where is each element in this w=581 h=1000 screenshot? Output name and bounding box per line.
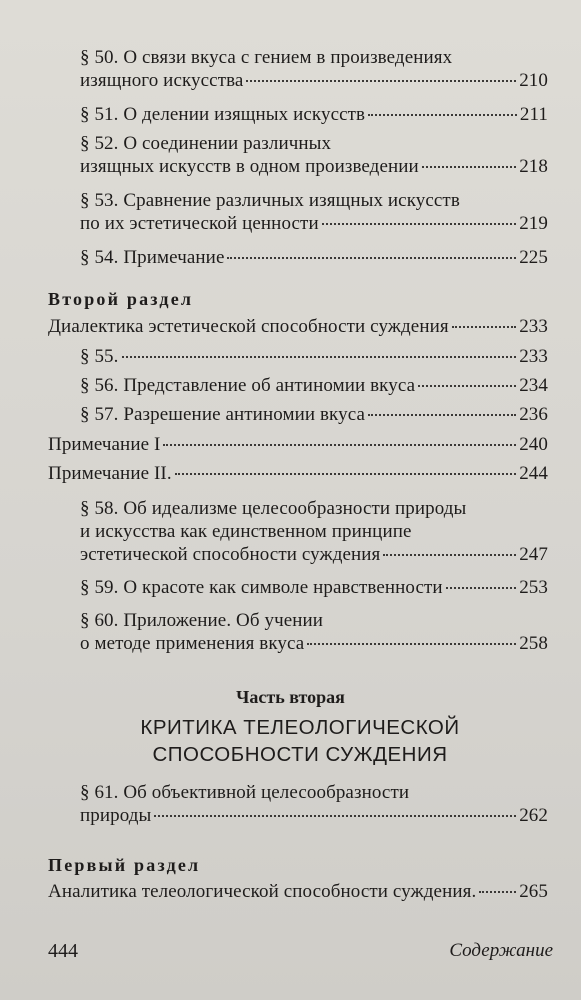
page-number: 265 xyxy=(519,881,548,902)
section-heading: Второй раздел xyxy=(48,289,194,309)
toc-entry-dialectics[interactable] xyxy=(48,315,548,338)
page-number: 233 xyxy=(519,316,548,337)
part-label: Часть вторая xyxy=(236,687,345,707)
leader-dots xyxy=(163,444,516,446)
leader-dots xyxy=(368,114,517,116)
leader-dots xyxy=(479,891,516,893)
toc-entry-56[interactable] xyxy=(80,374,548,397)
toc-entry-60[interactable] xyxy=(80,609,548,655)
running-title: Содержание xyxy=(449,940,553,961)
toc-entry-text: изящного искусства xyxy=(80,70,244,91)
page-number: 218 xyxy=(519,156,548,177)
page-number: 233 xyxy=(519,346,548,367)
page-number: 258 xyxy=(519,633,548,654)
leader-dots xyxy=(422,166,516,168)
page-number: 225 xyxy=(519,247,548,268)
leader-dots xyxy=(446,587,516,589)
toc-entry-text: § 61. Об объективной целесообразности xyxy=(80,782,410,803)
section-heading: Первый раздел xyxy=(48,855,201,875)
folio-page-number: 444 xyxy=(48,940,78,962)
toc-entry-text: изящных искусств в одном произведении xyxy=(80,156,419,177)
toc-entry-text: и искусства как единственном принципе xyxy=(80,521,412,542)
leader-dots xyxy=(322,223,516,225)
toc-entry-text: § 53. Сравнение различных изящных искусств xyxy=(80,190,460,211)
toc-entry-text: Примечание I xyxy=(48,434,161,455)
toc-entry-text: Примечание II. xyxy=(48,463,172,484)
leader-dots xyxy=(227,257,516,259)
leader-dots xyxy=(307,643,516,645)
leader-dots xyxy=(383,554,516,556)
toc-entry-text: § 56. Представление об антиномии вкуса xyxy=(80,375,416,396)
page-number: 211 xyxy=(519,104,548,125)
toc-entry-53[interactable] xyxy=(80,189,548,235)
toc-entry-text: Диалектика эстетической способности суждения xyxy=(48,316,449,337)
page-number: 240 xyxy=(519,434,548,455)
page-number: 262 xyxy=(519,805,548,826)
page-number: 210 xyxy=(519,70,548,91)
part-title-line: КРИТИКА ТЕЛЕОЛОГИЧЕСКОЙ xyxy=(140,716,460,739)
toc-entry-text: § 52. О соединении различных xyxy=(80,133,332,154)
part-title xyxy=(0,714,581,768)
page-number: 234 xyxy=(519,375,548,396)
leader-dots xyxy=(452,326,516,328)
page-number: 236 xyxy=(519,404,548,425)
toc-entry-text: § 54. Примечание xyxy=(80,247,225,268)
toc-entry-50[interactable] xyxy=(80,46,548,92)
toc-entry-text: Аналитика телеологической способности суждения. xyxy=(48,881,477,902)
toc-entry-text: § 59. О красоте как символе нравственности xyxy=(80,577,443,598)
page-number: 244 xyxy=(519,463,548,484)
leader-dots xyxy=(418,385,516,387)
page-number: 247 xyxy=(519,544,548,565)
leader-dots xyxy=(246,80,516,82)
toc-entry-note-2[interactable] xyxy=(48,462,548,485)
toc-entry-text: природы xyxy=(80,805,152,826)
toc-entry-text: § 50. О связи вкуса с гением в произведениях xyxy=(80,47,453,68)
toc-entry-note-1[interactable] xyxy=(48,433,548,456)
page-number: 253 xyxy=(519,577,548,598)
page-number: 219 xyxy=(519,213,548,234)
toc-entry-text: § 58. Об идеализме целесообразности природы xyxy=(80,498,467,519)
toc-entry-text: § 57. Разрешение антиномии вкуса xyxy=(80,404,365,425)
toc-entry-59[interactable] xyxy=(80,576,548,599)
part-title-line: СПОСОБНОСТИ СУЖДЕНИЯ xyxy=(152,743,448,766)
toc-entry-text: эстетической способности суждения xyxy=(80,544,381,565)
toc-entry-54[interactable] xyxy=(80,246,548,269)
toc-entry-58[interactable] xyxy=(80,497,548,566)
leader-dots xyxy=(122,356,517,358)
toc-entry-text: § 60. Приложение. Об учении xyxy=(80,610,324,631)
leader-dots xyxy=(154,815,516,817)
toc-entry-text: § 55. xyxy=(80,346,119,367)
toc-entry-text: § 51. О делении изящных искусств xyxy=(80,104,366,125)
toc-entry-text: по их эстетической ценности xyxy=(80,213,319,234)
toc-entry-61[interactable] xyxy=(80,781,548,827)
toc-entry-57[interactable] xyxy=(80,403,548,426)
toc-entry-52[interactable] xyxy=(80,132,548,178)
toc-entry-51[interactable] xyxy=(80,103,548,126)
toc-entry-55[interactable] xyxy=(80,345,548,368)
leader-dots xyxy=(368,414,516,416)
toc-entry-analytics[interactable] xyxy=(48,880,548,903)
toc-entry-text: о методе применения вкуса xyxy=(80,633,305,654)
leader-dots xyxy=(175,473,517,475)
